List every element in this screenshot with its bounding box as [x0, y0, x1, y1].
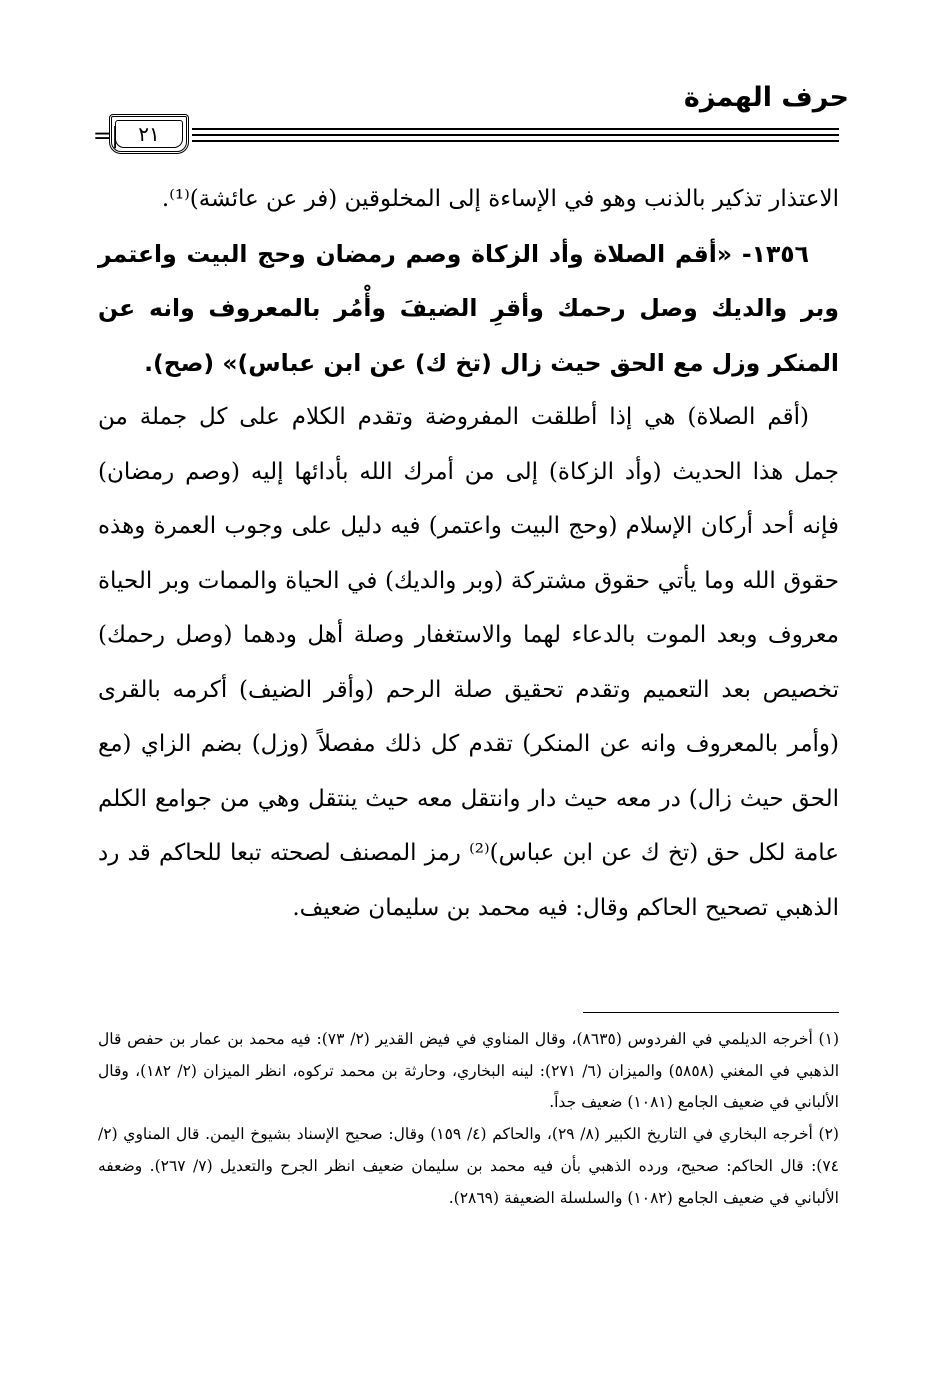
footnote-1: (١) أخرجه الديلمي في الفردوس (٨٦٣٥)، وقال المناوي في فيض القدير (٢/ ٧٣): فيه محمد بن عمار بن حفص قال الذهبي في المغني (٥٨٥٨) والميزان (٦/ ٢٧١): لينه البخاري، وحارثة بن محمد تركوه، انظر الميزان (٢/ ١٨٢)، وقال الألباني في ضعيف الجامع (١٠٨١) ضعيف جداً.: [98, 1030, 840, 1112]
page-number: ٢١: [138, 122, 160, 146]
paragraph-continuation: الاعتذار تذكير بالذنب وهو في الإساءة إلى المخلوقين (فر عن عائشة)⁽¹⁾.: [161, 186, 839, 212]
page-number-box: [109, 114, 189, 154]
header-rule-top: [192, 128, 839, 130]
footnotes: [98, 1024, 839, 1214]
running-title: حرف الهمزة: [683, 82, 849, 113]
page-number-ornament: =|: [93, 124, 119, 149]
header-rule-bottom: [192, 140, 839, 142]
footnote-2: (٢) أخرجه البخاري في التاريخ الكبير (٨/ ٢٩)، والحاكم (٤/ ١٥٩) وقال: صحيح الإسناد بشيوخ اليمن. قال المناوي (٢/ ٧٤): قال الحاكم: صحيح، ورده الذهبي بأن فيه محمد بن سليمان ضعيف انظر الجرح والتعديل (٧/ ٢٦٧). وضعفه الألباني في ضعيف الجامع (١٠٨٢) والسلسلة الضعيفة (٢٨٦٩).: [98, 1125, 839, 1207]
hadith-entry: ١٣٥٦- «أقم الصلاة وأد الزكاة وصم رمضان وحج البيت واعتمر وبر والديك وصل رحمك وأقرِ الضيفَ وأْمُر بالمعروف وانه عن المنكر وزل مع الحق حيث زال (تخ ك) عن ابن عباس)» (صح).: [98, 239, 839, 377]
main-text: [98, 172, 839, 935]
page-number-frame: [93, 114, 193, 160]
footnote-separator: [583, 1012, 839, 1013]
header-rule-middle: [192, 134, 839, 136]
commentary-paragraph: (أقم الصلاة) هي إذا أطلقت المفروضة وتقدم الكلام على كل جملة من جمل هذا الحديث (وأد الزكاة) إلى من أمرك الله بأدائها إليه (وصم رمضان) فإنه أحد أركان الإسلام (وحج البيت واعتمر) فيه دليل على وجوب العمرة وهذه حقوق الله وما يأتي حقوق مشتركة (وبر والديك) في الحياة والممات وبر الحياة معروف وبعد الموت بالدعاء لهما والاستغفار وصلة أهل ودهما (وصل رحمك) تخصيص بعد التعميم وتقدم تحقيق صلة الرحم (وأقر الضيف) أكرمه بالقرى (وأمر بالمعروف وانه عن المنكر) تقدم كل ذلك مفصلاً (وزل) بضم الزاي (مع الحق حيث زال) در معه حيث دار وانتقل معه حيث ينتقل وهي من جوامع الكلم عامة لكل حق (تخ ك عن ابن عباس)⁽²⁾ رمز المصنف لصحته تبعا للحاكم قد رد الذهبي تصحيح الحاكم وقال: فيه محمد بن سليمان ضعيف.: [98, 404, 839, 921]
